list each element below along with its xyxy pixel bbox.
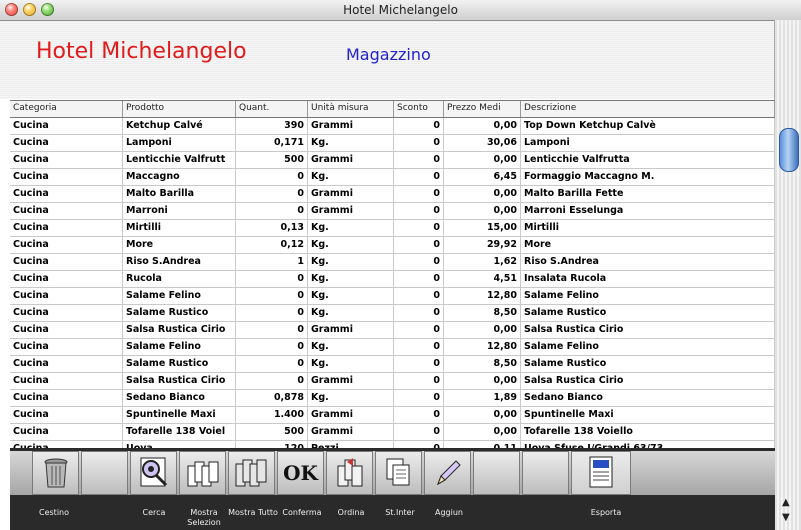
cell-quant: 0,12: [236, 237, 308, 253]
cell-unita: Kg.: [308, 271, 394, 287]
table-row[interactable]: [10, 407, 775, 424]
cell-categoria: Cucina: [10, 271, 123, 287]
cell-quant: 0: [236, 356, 308, 372]
cell-unita: Kg.: [308, 135, 394, 151]
cell-descrizione: Salame Rustico: [521, 356, 775, 372]
cell-categoria: Cucina: [10, 186, 123, 202]
cell-sconto: 0: [394, 373, 444, 389]
cell-quant: 0: [236, 203, 308, 219]
cell-sconto: 0: [394, 356, 444, 372]
label-conferma: Conferma: [282, 508, 322, 517]
column-header-prezzo[interactable]: Prezzo Medi: [444, 101, 521, 117]
cell-descrizione: Tofarelle 138 Voiello: [521, 424, 775, 440]
table-body: [10, 118, 775, 458]
cell-unita: Kg.: [308, 356, 394, 372]
column-header-prodotto[interactable]: Prodotto: [123, 101, 236, 117]
cell-descrizione: Marroni Esselunga: [521, 203, 775, 219]
cell-quant: 0: [236, 339, 308, 355]
ok-icon: OK: [283, 461, 318, 485]
table-row[interactable]: [10, 390, 775, 407]
conferma-button[interactable]: [277, 451, 324, 495]
cell-categoria: Cucina: [10, 356, 123, 372]
label-mostra-tutto: Mostra Tutto: [228, 508, 278, 517]
table-row[interactable]: [10, 169, 775, 186]
cell-quant: 0: [236, 373, 308, 389]
cell-prodotto: Salame Rustico: [123, 305, 236, 321]
table-row[interactable]: [10, 152, 775, 169]
label-esporta: Esporta: [590, 508, 622, 517]
cell-prodotto: Maccagno: [123, 169, 236, 185]
cell-quant: 0: [236, 271, 308, 287]
cell-sconto: 0: [394, 220, 444, 236]
cell-quant: 0,171: [236, 135, 308, 151]
cell-categoria: Cucina: [10, 373, 123, 389]
cell-descrizione: Salame Felino: [521, 288, 775, 304]
table-row[interactable]: [10, 220, 775, 237]
trash-icon: [43, 457, 69, 489]
scroll-down-arrow-icon[interactable]: ▼: [782, 512, 790, 523]
bottom-toolbar: [10, 448, 775, 530]
aggiun-button[interactable]: [424, 451, 471, 495]
cell-descrizione: Salame Rustico: [521, 305, 775, 321]
cell-prezzo: 1,62: [444, 254, 521, 270]
cell-quant: 0: [236, 305, 308, 321]
column-header-categoria[interactable]: Categoria: [10, 101, 123, 117]
cell-unita: Kg.: [308, 305, 394, 321]
cell-quant: 0: [236, 186, 308, 202]
esporta-button[interactable]: [571, 451, 631, 495]
cell-descrizione: Salame Felino: [521, 339, 775, 355]
cell-sconto: 0: [394, 390, 444, 406]
cell-unita: Kg.: [308, 339, 394, 355]
cell-sconto: 0: [394, 305, 444, 321]
cell-unita: Grammi: [308, 152, 394, 168]
cell-prezzo: 4,51: [444, 271, 521, 287]
cell-categoria: Cucina: [10, 305, 123, 321]
cell-sconto: 0: [394, 407, 444, 423]
export-document-icon: [585, 455, 617, 491]
title-bar: [0, 0, 801, 21]
cell-sconto: 0: [394, 271, 444, 287]
ordina-button[interactable]: [326, 451, 373, 495]
label-mostra-selezion: Mostra Selezion: [187, 508, 221, 527]
empty-slot-3: [522, 451, 569, 495]
files-selection-icon: [185, 456, 221, 490]
header-area: [0, 21, 775, 99]
cell-quant: 0,13: [236, 220, 308, 236]
cell-prezzo: 6,45: [444, 169, 521, 185]
cell-quant: 500: [236, 424, 308, 440]
cell-prodotto: More: [123, 237, 236, 253]
cell-sconto: 0: [394, 135, 444, 151]
cell-descrizione: Sedano Bianco: [521, 390, 775, 406]
column-header-sconto[interactable]: Sconto: [394, 101, 444, 117]
cell-prezzo: 29,92: [444, 237, 521, 253]
cell-unita: Kg.: [308, 220, 394, 236]
cell-descrizione: Spuntinelle Maxi: [521, 407, 775, 423]
cell-quant: 1: [236, 254, 308, 270]
cell-categoria: Cucina: [10, 203, 123, 219]
cell-sconto: 0: [394, 288, 444, 304]
cell-prodotto: Marroni: [123, 203, 236, 219]
cell-prodotto: Lamponi: [123, 135, 236, 151]
cell-prezzo: 0,00: [444, 118, 521, 134]
cell-categoria: Cucina: [10, 407, 123, 423]
cell-prodotto: Sedano Bianco: [123, 390, 236, 406]
label-st-inter: St.Inter: [385, 508, 415, 517]
cell-prodotto: Salame Felino: [123, 288, 236, 304]
cell-prodotto: Salsa Rustica Cirio: [123, 322, 236, 338]
label-cerca: Cerca: [142, 508, 166, 517]
cell-unita: Grammi: [308, 424, 394, 440]
cell-categoria: Cucina: [10, 322, 123, 338]
cell-descrizione: Lamponi: [521, 135, 775, 151]
table-row[interactable]: [10, 118, 775, 135]
table-row[interactable]: [10, 254, 775, 271]
vertical-scrollbar[interactable]: [774, 20, 801, 530]
cell-categoria: Cucina: [10, 135, 123, 151]
table-row[interactable]: [10, 271, 775, 288]
files-all-icon: [234, 456, 270, 490]
table-row[interactable]: [10, 373, 775, 390]
print-pages-icon: [383, 456, 415, 490]
table-row[interactable]: [10, 288, 775, 305]
label-ordina: Ordina: [337, 508, 365, 517]
cell-quant: 1.400: [236, 407, 308, 423]
cestino-button[interactable]: [32, 451, 79, 495]
table-row[interactable]: [10, 339, 775, 356]
cell-unita: Kg.: [308, 288, 394, 304]
cell-quant: 0: [236, 322, 308, 338]
search-document-icon: [137, 456, 171, 490]
cell-categoria: Cucina: [10, 339, 123, 355]
cell-prodotto: Spuntinelle Maxi: [123, 407, 236, 423]
st-inter-button[interactable]: [375, 451, 422, 495]
cell-prezzo: 0,00: [444, 407, 521, 423]
cell-prodotto: Rucola: [123, 271, 236, 287]
cell-categoria: Cucina: [10, 220, 123, 236]
cell-prezzo: 1,89: [444, 390, 521, 406]
cell-descrizione: Salsa Rustica Cirio: [521, 373, 775, 389]
cell-sconto: 0: [394, 424, 444, 440]
hotel-name: Hotel Michelangelo: [36, 39, 247, 64]
cell-sconto: 0: [394, 254, 444, 270]
cell-descrizione: Malto Barilla Fette: [521, 186, 775, 202]
cell-descrizione: Lenticchie Valfrutta: [521, 152, 775, 168]
cell-prezzo: 12,80: [444, 288, 521, 304]
window-title: Hotel Michelangelo: [343, 3, 458, 17]
cell-unita: Grammi: [308, 118, 394, 134]
cell-descrizione: Top Down Ketchup Calvè: [521, 118, 775, 134]
cell-prodotto: Salsa Rustica Cirio: [123, 373, 236, 389]
cell-prodotto: Ketchup Calvé: [123, 118, 236, 134]
cell-unita: Kg.: [308, 390, 394, 406]
column-header-unita[interactable]: Unità misura: [308, 101, 394, 117]
mostra-selezion-button[interactable]: [179, 451, 226, 495]
section-title: Magazzino: [346, 45, 431, 64]
cell-sconto: 0: [394, 118, 444, 134]
cell-quant: 0: [236, 169, 308, 185]
cell-prodotto: Mirtilli: [123, 220, 236, 236]
cell-prezzo: 0,00: [444, 322, 521, 338]
cell-categoria: Cucina: [10, 118, 123, 134]
cell-descrizione: Mirtilli: [521, 220, 775, 236]
cell-prodotto: Lenticchie Valfrutt: [123, 152, 236, 168]
cell-descrizione: Riso S.Andrea: [521, 254, 775, 270]
sort-files-icon: [333, 456, 367, 490]
table-row[interactable]: [10, 186, 775, 203]
column-header-descrizione[interactable]: Descrizione: [521, 101, 775, 117]
cell-unita: Grammi: [308, 407, 394, 423]
cell-categoria: Cucina: [10, 254, 123, 270]
inventory-table: [10, 100, 775, 458]
cell-prezzo: 15,00: [444, 220, 521, 236]
table-row[interactable]: [10, 135, 775, 152]
cell-unita: Kg.: [308, 254, 394, 270]
mostra-tutto-button[interactable]: [228, 451, 275, 495]
empty-slot-2: [473, 451, 520, 495]
cell-unita: Grammi: [308, 322, 394, 338]
cell-prezzo: 0,00: [444, 424, 521, 440]
cell-prezzo: 0,00: [444, 203, 521, 219]
cell-descrizione: Salsa Rustica Cirio: [521, 322, 775, 338]
cell-unita: Grammi: [308, 373, 394, 389]
label-aggiun: Aggiun: [435, 508, 463, 517]
label-cestino: Cestino: [39, 508, 69, 517]
cell-prezzo: 30,06: [444, 135, 521, 151]
cell-categoria: Cucina: [10, 390, 123, 406]
cell-prodotto: Salame Felino: [123, 339, 236, 355]
cell-sconto: 0: [394, 237, 444, 253]
table-row[interactable]: [10, 305, 775, 322]
cell-sconto: 0: [394, 152, 444, 168]
cell-categoria: Cucina: [10, 169, 123, 185]
cell-prodotto: Tofarelle 138 Voiel: [123, 424, 236, 440]
cell-descrizione: Formaggio Maccagno M.: [521, 169, 775, 185]
table-row[interactable]: [10, 356, 775, 373]
cell-prodotto: Malto Barilla: [123, 186, 236, 202]
cell-descrizione: More: [521, 237, 775, 253]
cell-quant: 390: [236, 118, 308, 134]
cell-prodotto: Salame Rustico: [123, 356, 236, 372]
cell-prezzo: 8,50: [444, 356, 521, 372]
pencil-icon: [432, 456, 464, 490]
cell-sconto: 0: [394, 339, 444, 355]
cell-unita: Kg.: [308, 237, 394, 253]
cell-prezzo: 0,00: [444, 186, 521, 202]
cell-categoria: Cucina: [10, 152, 123, 168]
table-row[interactable]: [10, 237, 775, 254]
scroll-up-arrow-icon[interactable]: ▲: [782, 497, 790, 508]
table-row[interactable]: [10, 203, 775, 220]
cell-prezzo: 0,00: [444, 152, 521, 168]
cell-categoria: Cucina: [10, 424, 123, 440]
cell-sconto: 0: [394, 322, 444, 338]
cell-categoria: Cucina: [10, 237, 123, 253]
cell-prezzo: 8,50: [444, 305, 521, 321]
cell-prezzo: 0,00: [444, 373, 521, 389]
cell-quant: 0,878: [236, 390, 308, 406]
cell-unita: Kg.: [308, 169, 394, 185]
table-row[interactable]: [10, 424, 775, 441]
cell-prezzo: 12,80: [444, 339, 521, 355]
cell-sconto: 0: [394, 186, 444, 202]
cell-prodotto: Riso S.Andrea: [123, 254, 236, 270]
cell-categoria: Cucina: [10, 288, 123, 304]
scroll-thumb[interactable]: [779, 128, 799, 172]
cell-quant: 500: [236, 152, 308, 168]
cell-unita: Grammi: [308, 186, 394, 202]
table-row[interactable]: [10, 322, 775, 339]
column-header-quant[interactable]: Quant.: [236, 101, 308, 117]
cerca-button[interactable]: [130, 451, 177, 495]
cell-sconto: 0: [394, 203, 444, 219]
cell-sconto: 0: [394, 169, 444, 185]
table-header: [10, 100, 775, 118]
empty-slot-1: [81, 451, 128, 495]
cell-unita: Grammi: [308, 203, 394, 219]
cell-quant: 0: [236, 288, 308, 304]
cell-descrizione: Insalata Rucola: [521, 271, 775, 287]
